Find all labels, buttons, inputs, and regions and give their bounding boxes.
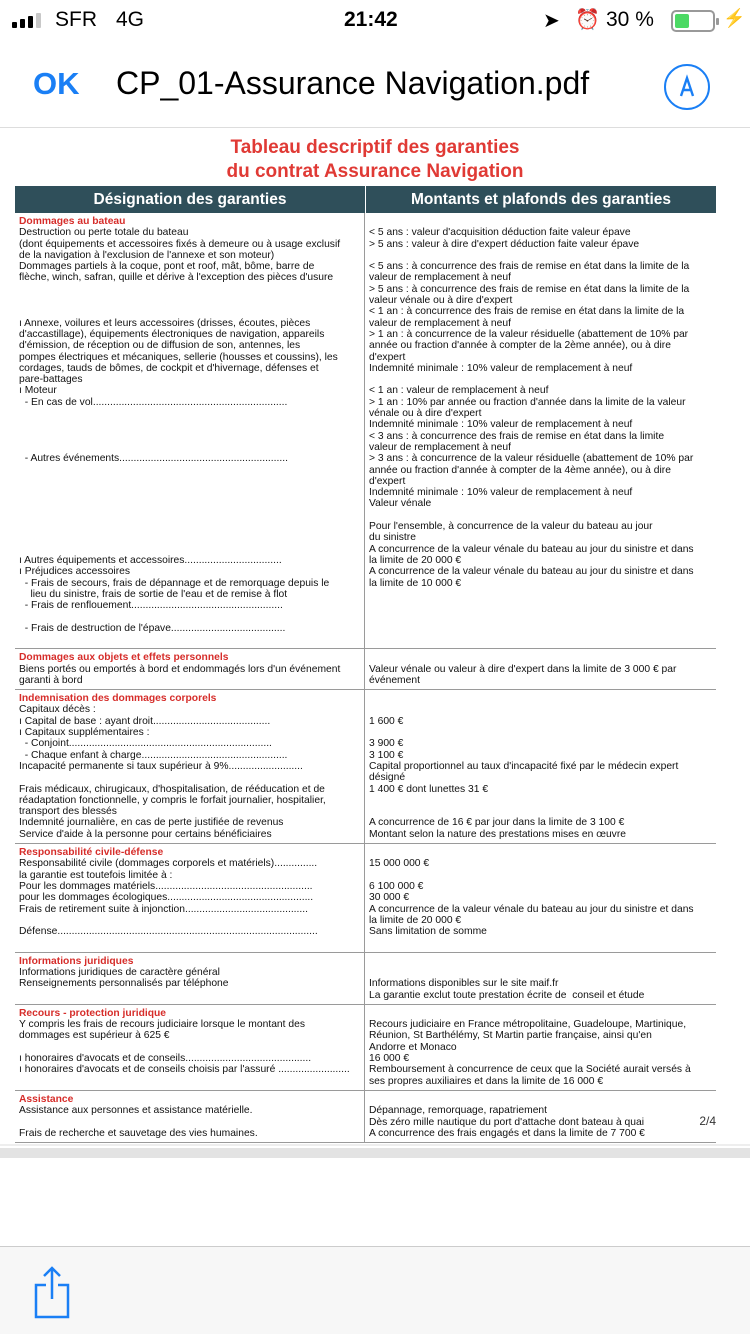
designation-line [19,1117,361,1128]
designation-line: la garantie est toutefois limitée à : [19,869,173,881]
carrier-label: SFR [55,8,97,31]
designation-line: d'accastillage), équipements électroniques de navigation, appareils [19,328,325,340]
amount-line: Valeur vénale ou valeur à dire d'expert dans la limite de 3 000 € par [369,663,677,675]
designation-line [19,937,361,948]
amount-line: événement [369,674,420,686]
amount-line: > 5 ans : à concurrence des frais de remise en état dans la limite de la [369,283,690,295]
designation-line: Service d'aide à la personne pour certains bénéficiaires [19,828,272,840]
designation-line: Capitaux décès : [19,704,96,716]
table-section [15,213,716,649]
designation-line [19,476,361,487]
bottom-toolbar [0,1246,750,1334]
designation-line [19,408,361,419]
amount-line: Pour l'ensemble, à concurrence de la valeur du bateau au jour [369,521,653,533]
designation-line: Pour les dommages matériels....................................................... [19,880,313,892]
amount-line: > 1 an : 10% par année ou fraction d'année dans la limite de la valeur [369,396,686,408]
amount-line: Réunion, St Barthélémy, St Martin partie française, ainsi qu'en [369,1030,652,1042]
amount-line: ses propres auxiliaires et dans la limite de 16 000 € [369,1075,604,1087]
amount-line: Dès zéro mille nautique du port d'attache dont bateau à quai [369,1116,645,1128]
designation-line: Renseignements personnalisés par téléphone [19,978,229,990]
amount-line: < 1 an : valeur de remplacement à neuf [369,385,549,397]
designation-cell [15,953,365,1004]
designation-line: pompes électriques et mécaniques, sellerie (housses et coussins), les [19,351,338,363]
section-heading: Dommages au bateau [19,216,126,227]
amount-line: A concurrence de la valeur vénale du bateau au jour du sinistre et dans [369,903,694,915]
amount-line [369,693,713,704]
amount-line: > 3 ans : à concurrence de la valeur résiduelle (abattement de 10% par [369,453,694,465]
table-section [15,690,716,844]
amount-line: A concurrence de 16 € par jour dans la limite de 3 100 € [369,817,625,829]
amount-line: année ou fraction d'année à compter de la 4ème année), ou à dire [369,464,671,476]
amount-line: Capital proportionnel au taux d'incapacité fixé par le médecin expert [369,760,679,772]
designation-line [19,295,361,306]
section-heading: Dommages aux objets et effets personnels [19,652,229,664]
location-icon: ➤ [543,10,560,32]
section-heading: Responsabilité civile-défense [19,847,164,859]
page-separator [0,1148,750,1158]
nav-bar [0,40,750,128]
designation-line: garanti à bord [19,674,83,686]
designation-line: - Frais de destruction de l'épave........................................ [19,622,286,634]
amount-line: Sans limitation de somme [369,926,487,938]
pdf-viewer[interactable] [0,129,750,1146]
table-title-line-1: Tableau descriptif des garanties [230,137,520,158]
amount-line: Informations disponibles sur le site maif.fr [369,978,559,990]
status-bar [0,0,750,40]
designation-line: Destruction ou perte totale du bateau [19,227,189,239]
amount-line: Remboursement à concurrence de ceux que la Société aurait versés à [369,1064,691,1076]
share-icon[interactable] [32,1265,72,1319]
designation-line [19,465,361,476]
designation-cell [15,213,365,648]
amount-line: 15 000 000 € [369,858,430,870]
amount-line: 1 600 € [369,715,404,727]
charging-icon: ⚡ [723,8,746,28]
amount-line: Indemnité minimale : 10% valeur de remplacement à neuf [369,362,633,374]
column-header-designation: Désignation des garanties [93,190,287,208]
designation-cell [15,1005,365,1090]
amount-line: Valeur vénale [369,498,432,510]
table-header [15,186,716,213]
amount-line: d'expert [369,351,406,363]
section-heading: Indemnisation des dommages corporels [19,693,217,705]
designation-line [19,544,361,555]
amount-line: 1 400 € dont lunettes 31 € [369,783,489,795]
battery-icon [671,10,715,32]
amount-line [369,510,713,521]
designation-line: Défense........................................................................................... [19,926,318,938]
amount-line: 3 100 € [369,749,404,761]
next-page-area [0,1158,750,1246]
designation-line: dommages est supérieur à 625 € [19,1030,170,1042]
designation-line: - En cas de vol.................................................................... [19,396,288,408]
designation-line: ı Capitaux supplémentaires : [19,727,150,739]
designation-line: Informations juridiques de caractère général [19,967,220,978]
amount-line [369,1008,713,1019]
amount-line: Indemnité minimale : 10% valeur de remplacement à neuf [369,419,633,431]
amount-cell [365,649,716,689]
amount-cell [365,1091,716,1142]
pdf-page [0,129,750,1144]
designation-line: lieu du sinistre, frais de sortie de l'eau et de remise à flot [19,588,288,600]
designation-line [19,487,361,498]
designation-line [19,498,361,509]
amount-line: la limite de 20 000 € [369,914,462,926]
designation-line: Frais de retirement suite à injonction........................................... [19,903,308,915]
designation-line [19,634,361,645]
amount-cell [365,953,716,1004]
designation-cell [15,844,365,952]
designation-line: - Frais de secours, frais de dépannage et de remorquage depuis le [19,577,330,589]
amount-line: Recours judiciaire en France métropolitaine, Guadeloupe, Martinique, [369,1019,687,1031]
amount-line: 3 900 € [369,738,404,750]
amount-line: A concurrence des frais engagés et dans la limite de 7 700 € [369,1127,645,1139]
designation-line: flèche, winch, safran, quille et dérive à l'exception des pièces d'usure [19,272,334,284]
table-section [15,649,716,690]
designation-line: ı honoraires d'avocats et de conseils............................................ [19,1053,312,1065]
amount-cell [365,1005,716,1090]
designation-line: ı Préjudices accessoires [19,566,131,578]
designation-line [19,532,361,543]
designation-line: Biens portés ou emportés à bord et endommagés lors d'un événement [19,663,341,675]
section-heading: Recours - protection juridique [19,1007,167,1019]
amount-line: du sinistre [369,532,416,544]
amount-line: valeur de remplacement à neuf [369,317,511,329]
designation-line: Incapacité permanente si taux supérieur à 9%.......................... [19,760,303,772]
amount-line: 16 000 € [369,1053,410,1065]
amount-line: 30 000 € [369,892,410,904]
amount-line [369,216,713,227]
designation-line: - Conjoint....................................................................... [19,738,272,750]
amount-line [369,847,713,858]
amount-line [369,795,713,806]
amount-line: Andorre et Monaco [369,1041,457,1053]
designation-line: - Chaque enfant à charge................................................... [19,749,288,761]
amount-line: > 1 an : à concurrence de la valeur résiduelle (abattement de 10% par [369,328,689,340]
amount-line: < 5 ans : valeur d'acquisition déduction faite valeur épave [369,227,631,239]
page-number: 2/4 [699,1114,716,1128]
designation-cell [15,690,365,843]
section-heading: Informations juridiques [19,955,134,967]
amount-line [369,250,713,261]
amount-line: < 5 ans : à concurrence des frais de remise en état dans la limite de la [369,261,690,273]
designation-line: Dommages partiels à la coque, pont et roof, mât, bôme, barre de [19,261,315,273]
designation-line: (dont équipements et accessoires fixés à demeure ou à usage exclusif [19,238,341,250]
designation-line [19,521,361,532]
designation-line: ı Moteur [19,385,57,397]
amount-line: valeur de remplacement à neuf [369,272,511,284]
designation-line [19,306,361,317]
amount-line: valeur vénale ou à dire d'expert [369,295,513,307]
designation-line: cordages, tauds de bômes, de cockpit et d'hivernage, défenses et [19,362,319,374]
designation-line [19,431,361,442]
table-title-line-2: du contrat Assurance Navigation [226,161,524,182]
amount-line [369,956,713,967]
designation-line [19,284,361,295]
designation-line: pour les dommages écologiques................................................... [19,892,314,904]
designation-line [19,1042,361,1053]
amount-line [369,374,713,385]
designation-line: ı Capital de base : ayant droit......................................... [19,715,271,727]
designation-line: transport des blessés [19,806,117,818]
amount-line [369,806,713,817]
designation-line: Responsabilité civile (dommages corporels et matériels)............... [19,858,318,870]
designation-line: ı Annexe, voilures et leurs accessoires (drisses, écoutes, pièces [19,317,311,329]
designation-line: Frais médicaux, chirugicaux, d'hospitalisation, de rééducation et de [19,783,325,795]
designation-line [19,772,361,783]
markup-pen-icon[interactable] [664,64,710,110]
amount-line: année ou fraction d'année à compter de la 2ème année), ou à dire [369,340,671,352]
table-section [15,1091,716,1143]
document-title: CP_01-Assurance Navigation.pdf [116,65,590,101]
designation-cell [15,649,365,689]
amount-line: < 1 an : à concurrence des frais de remise en état dans la limite de la [369,306,685,318]
amount-line [369,1094,713,1105]
table-section [15,953,716,1005]
designation-line [19,915,361,926]
battery-percent: 30 % [606,8,654,31]
amount-line: Montant selon la nature des prestations mises en œuvre [369,828,626,840]
amount-line: A concurrence de la valeur vénale du bateau au jour du sinistre et dans [369,566,694,578]
amount-line [369,967,713,978]
amount-cell [365,213,716,648]
designation-line: Assistance aux personnes et assistance matérielle. [19,1105,253,1117]
designation-line [19,442,361,453]
amount-line: La garantie exclut toute prestation écrite de conseil et étude [369,989,645,1001]
guarantees-table [15,186,716,1143]
amount-line [369,870,713,881]
amount-line: Dépannage, remorquage, rapatriement [369,1105,548,1117]
designation-line: ı honoraires d'avocats et de conseils choisis par l'assuré ......................... [19,1064,350,1076]
amount-line: 6 100 000 € [369,880,424,892]
amount-line: > 5 ans : valeur à dire d'expert déduction faite valeur épave [369,238,640,250]
designation-line: - Frais de renflouement..................................................... [19,600,283,612]
table-section [15,1005,716,1091]
amount-line: valeur de remplacement à neuf [369,441,511,453]
designation-line: d'émission, de réception ou de diffusion de son, antennes, les [19,340,301,352]
amount-cell [365,844,716,952]
designation-line: ı Autres équipements et accessoires.................................. [19,554,282,566]
designation-line: pare-battages [19,374,83,386]
amount-line: < 3 ans : à concurrence des frais de remise en état dans la limite [369,430,665,442]
designation-line [19,419,361,430]
ok-button[interactable]: OK [33,66,80,101]
amount-line: Indemnité minimale : 10% valeur de remplacement à neuf [369,487,633,499]
amount-line: la limite de 20 000 € [369,554,462,566]
designation-line: Y compris les frais de recours judiciaire lorsque le montant des [19,1019,305,1031]
designation-line [19,611,361,622]
alarm-icon: ⏰ [575,9,600,31]
signal-icon [12,13,41,28]
table-section [15,844,716,953]
network-label: 4G [116,8,145,31]
designation-line: de la navigation à l'exclusion de l'annexe et son moteur) [19,249,275,261]
clock: 21:42 [344,8,398,31]
amount-line [369,704,713,715]
designation-line [19,1076,361,1087]
designation-line: - Autres événements........................................................... [19,453,288,465]
designation-line: Frais de recherche et sauvetage des vies humaines. [19,1127,258,1139]
designation-line: Indemnité journalière, en cas de perte justifiée de revenus [19,817,284,829]
section-heading: Assistance [19,1093,74,1105]
amount-line: vénale ou à dire d'expert [369,408,482,420]
designation-line [19,510,361,521]
amount-line [369,727,713,738]
designation-line: réadaptation fonctionnelle, y compris le forfait journalier, hospitalier, [19,794,326,806]
amount-line: A concurrence de la valeur vénale du bateau au jour du sinistre et dans [369,543,694,555]
amount-line: d'expert [369,475,406,487]
amount-cell [365,690,716,843]
designation-cell [15,1091,365,1142]
column-header-amounts: Montants et plafonds des garanties [365,186,716,213]
amount-line: désigné [369,772,406,784]
amount-line [369,652,713,663]
amount-line: la limite de 10 000 € [369,577,462,589]
